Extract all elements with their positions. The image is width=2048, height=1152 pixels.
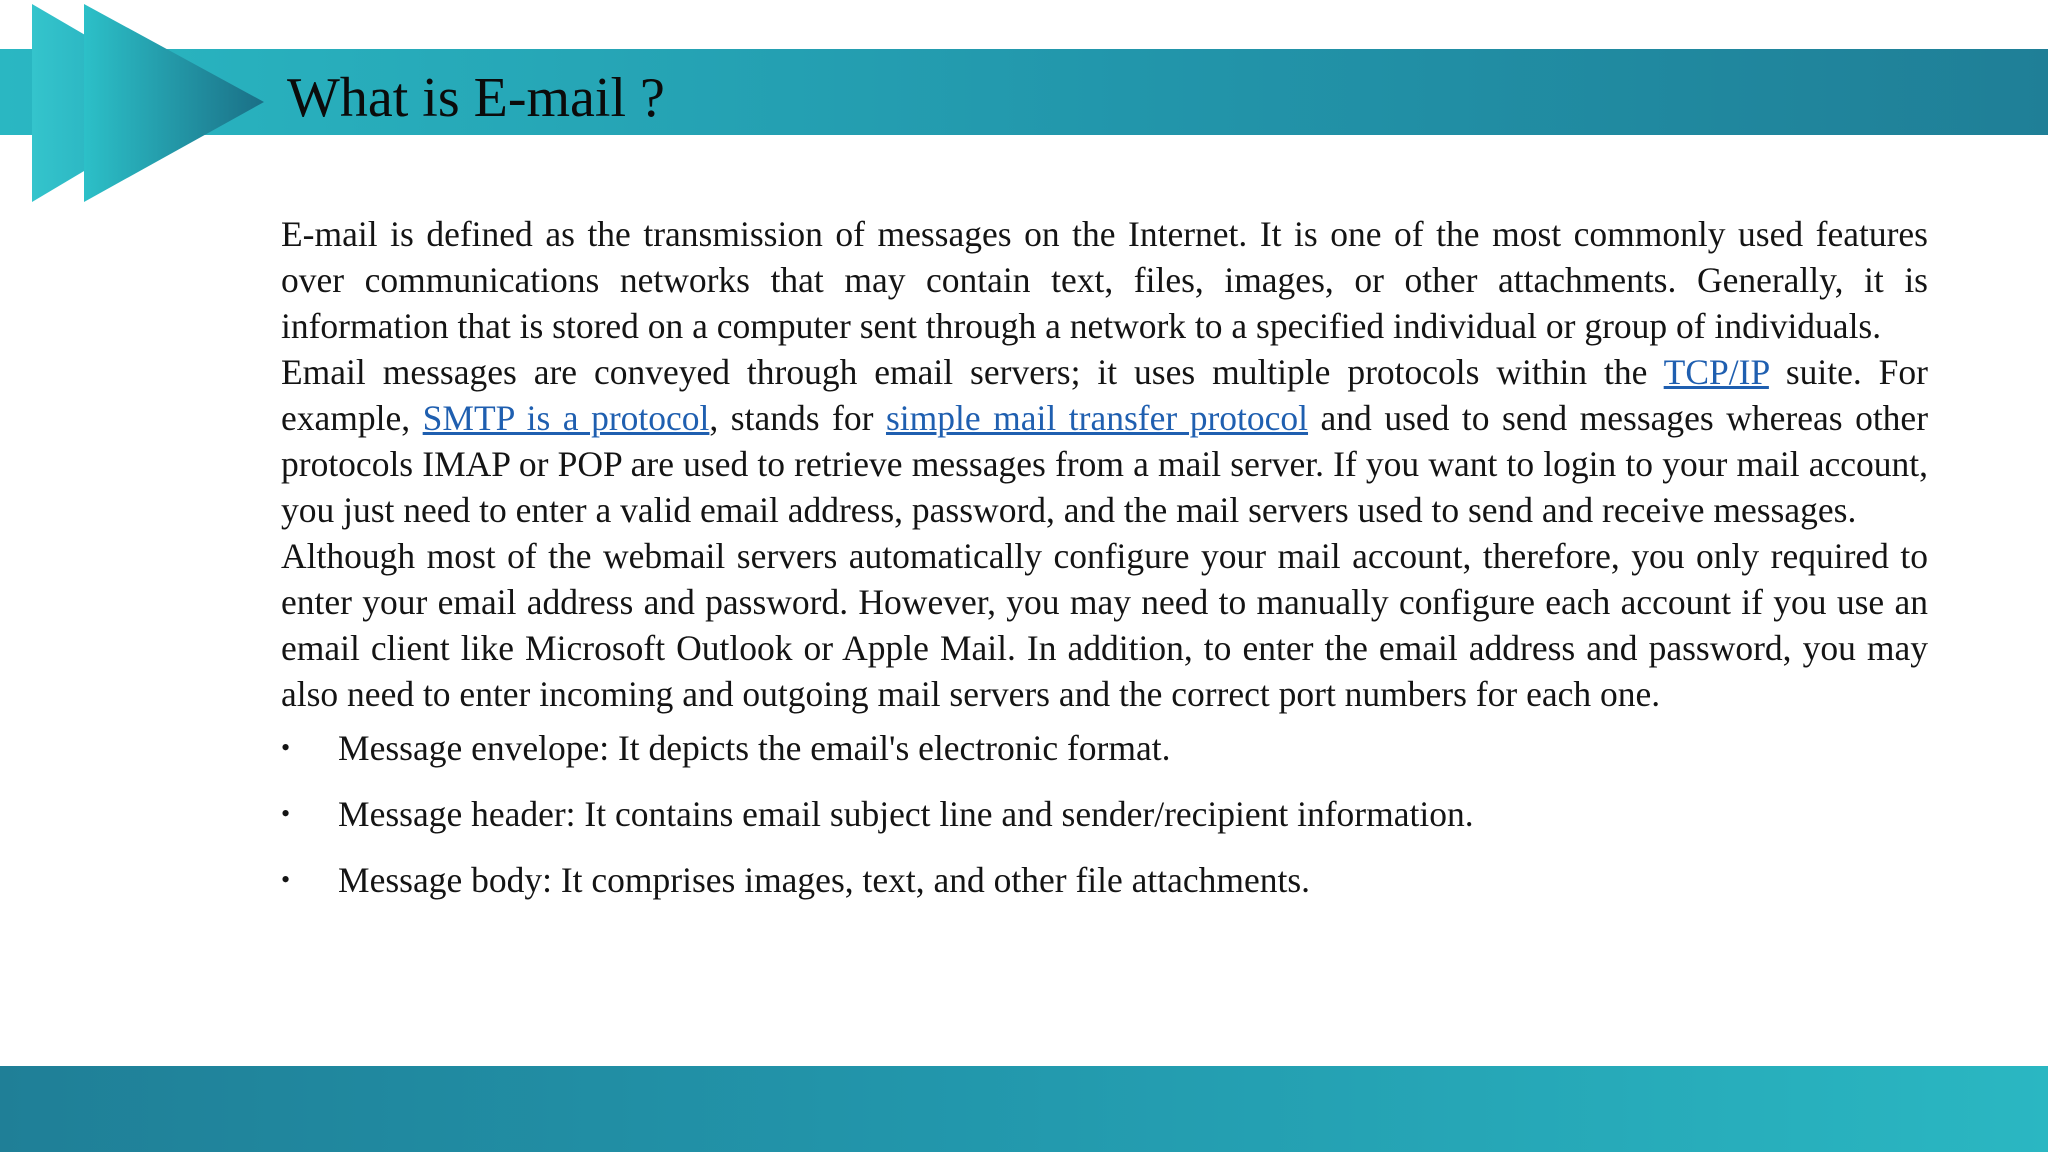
paragraph-text: Email messages are conveyed through email servers; it uses multiple protocols within the bbox=[281, 352, 1664, 392]
paragraph-protocols bbox=[281, 349, 1928, 533]
bullet-text-body: Message body: It comprises images, text, and other file attachments. bbox=[338, 860, 1311, 900]
paragraph-text: and used to send messages whereas other protocols IMAP or POP are used to retrieve messages from a mail server. If you want to login to your mail account, you just need to enter a valid email address, password, and the mail servers used to send and receive messages. bbox=[281, 398, 1929, 530]
bullet-text-envelope: Message envelope: It depicts the email's electronic format. bbox=[338, 728, 1171, 768]
list-item bbox=[281, 725, 1928, 771]
tcpip-link[interactable]: TCP/IP bbox=[1663, 352, 1769, 392]
bullet-list bbox=[281, 725, 1928, 903]
list-item bbox=[281, 791, 1928, 837]
arrow-front-chevron bbox=[84, 4, 264, 202]
footer-band bbox=[0, 1066, 2048, 1152]
bullet-icon: • bbox=[281, 865, 291, 894]
bullet-icon: • bbox=[281, 799, 291, 828]
list-item bbox=[281, 857, 1928, 903]
slide-title: What is E-mail ? bbox=[287, 67, 665, 129]
paragraph-text: , stands for bbox=[709, 398, 886, 438]
paragraph-text: suite. For example, bbox=[281, 352, 1928, 438]
body-content bbox=[281, 211, 1928, 923]
smtp-protocol-link[interactable]: SMTP is a protocol bbox=[422, 398, 710, 438]
simple-mail-transfer-protocol-link[interactable]: simple mail transfer protocol bbox=[885, 398, 1309, 438]
bullet-text-header: Message header: It contains email subject line and sender/recipient information. bbox=[338, 794, 1474, 834]
header-arrow-decoration bbox=[0, 0, 300, 210]
paragraph-configuration: Although most of the webmail servers automatically configure your mail account, therefore, you only required to enter your email address and password. However, you may need to manually configure each account if you use an email client like Microsoft Outlook or Apple Mail. In addition, to enter the email address and password, you may also need to enter incoming and outgoing mail servers and the correct port numbers for each one. bbox=[281, 536, 1928, 714]
paragraph-definition: E-mail is defined as the transmission of messages on the Internet. It is one of the most commonly used features over communications networks that may contain text, files, images, or other attachments. Generally, it is information that is stored on a computer sent through a network to a specified individual or group of individuals. bbox=[281, 214, 1928, 346]
bullet-icon: • bbox=[281, 733, 291, 762]
